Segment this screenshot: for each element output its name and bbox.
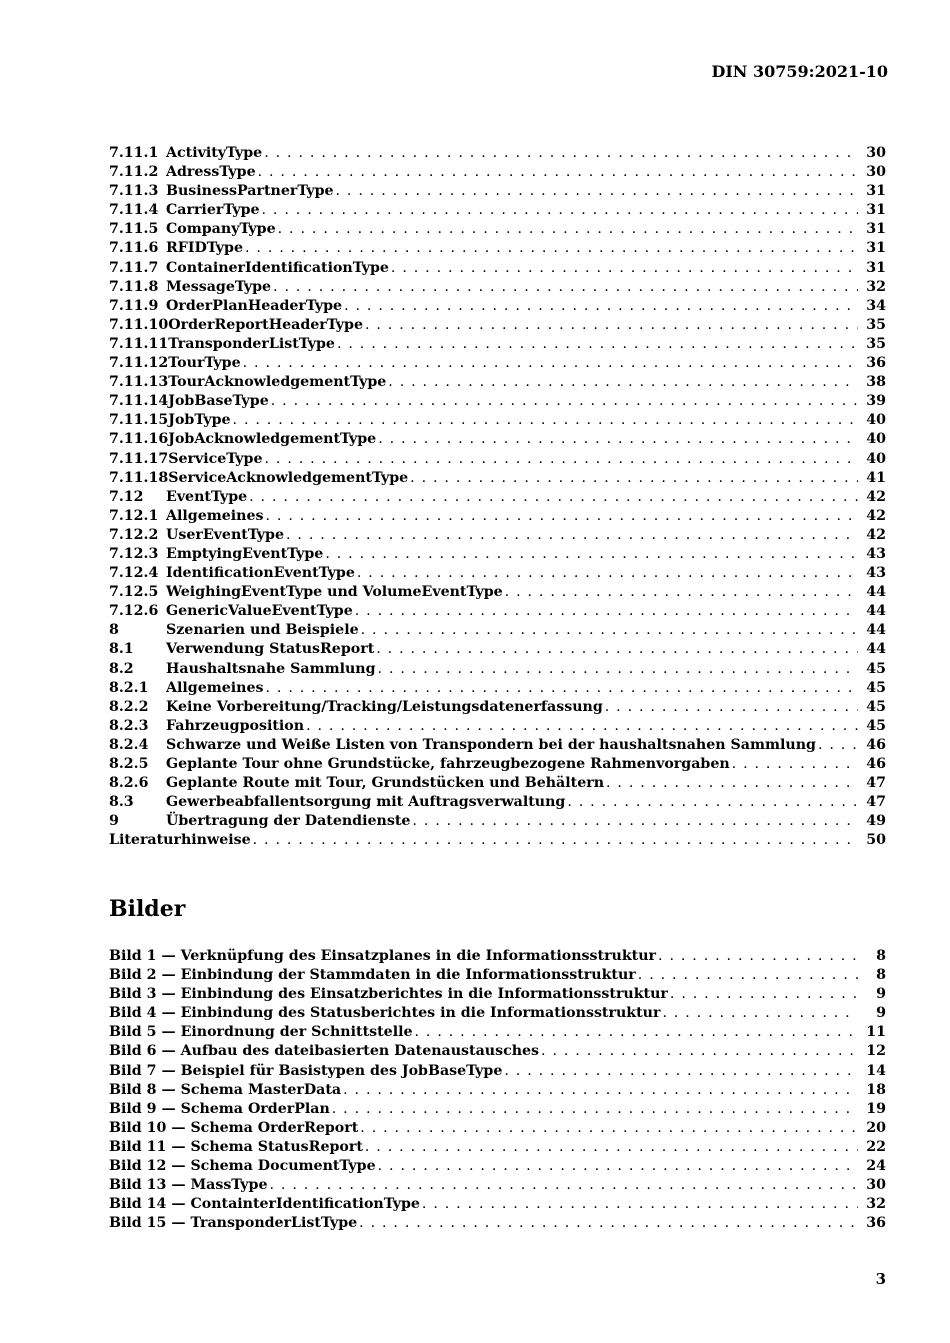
toc-entry-page: 35 [866,316,886,333]
toc-entry-title: Fahrzeugposition [166,717,305,734]
toc-entry-title: Bild 3 — Einbindung des Einsatzberichtes in die Informationsstruktur [109,986,668,1003]
leader-dots [360,1119,858,1138]
toc-entry-page: 19 [866,1100,886,1117]
toc-entry-title: Bild 15 — TransponderListType [109,1215,358,1232]
toc-entry-title: AdressType [166,164,256,181]
toc-entry-number: 8.2.3 [109,717,149,734]
toc-entry-title: IdentificationEventType [166,565,355,582]
toc-row[interactable] [109,564,886,583]
toc-entry-page: 47 [866,794,886,811]
toc-entry-number: 7.12.3 [109,545,159,562]
toc-entry-page: 31 [866,221,886,238]
toc-entry-title: Bild 7 — Beispiel für Basistypen des JobBaseType [109,1062,503,1079]
leader-dots [266,507,859,526]
toc-row[interactable] [109,144,886,163]
toc-entry-page: 22 [866,1138,886,1155]
toc-entry-title: Literaturhinweise [109,832,251,849]
toc-row[interactable] [109,717,886,736]
toc-row[interactable] [109,430,886,449]
toc-entry-page: 40 [866,412,886,429]
table-of-contents [109,144,886,850]
leader-dots [266,679,859,698]
toc-entry-number: 7.11.3 [109,183,159,200]
toc-entry-number: 7.11.1 [109,145,159,161]
toc-row[interactable] [109,640,886,659]
toc-entry-number: 7.12.5 [109,584,159,601]
toc-entry-page: 36 [866,355,886,372]
toc-entry-page: 49 [866,813,886,830]
toc-entry-title: Bild 14 — ContainterIdentificationType [109,1196,420,1213]
leader-dots [271,392,858,411]
toc-entry-title: CarrierType [166,202,260,219]
leader-dots [233,411,858,430]
toc-entry-title: JobBaseType [168,393,269,410]
toc-entry-title: TransponderListType [168,335,335,352]
toc-entry-title: Bild 2 — Einbindung der Stammdaten in die Informationsstruktur [109,967,636,984]
toc-entry-title: BusinessPartnerType [166,183,334,200]
toc-entry-title: OrderPlanHeaderType [166,297,343,314]
toc-row[interactable] [109,316,886,335]
toc-row[interactable] [109,793,886,812]
leader-dots [378,1157,858,1176]
toc-row[interactable] [109,259,886,278]
leader-dots [670,985,858,1004]
toc-row[interactable] [109,392,886,411]
toc-entry-title: Bild 11 — Schema StatusReport [109,1138,363,1155]
toc-row[interactable] [109,1157,886,1176]
toc-entry-page: 46 [866,756,886,772]
toc-entry-number: 7.12.4 [109,565,159,582]
toc-entry-number: 7.12.6 [109,603,159,620]
toc-entry-number: 8.3 [109,794,134,811]
toc-row[interactable] [109,1214,886,1233]
toc-row[interactable] [109,1042,886,1061]
toc-entry-page: 44 [866,622,886,639]
leader-dots [505,583,858,602]
toc-row[interactable] [109,335,886,354]
leader-dots [359,1214,858,1233]
toc-entry-title: Allgemeines [166,507,264,524]
toc-entry-title: Bild 13 — MassType [109,1177,268,1194]
toc-entry-number: 8.2.1 [109,679,149,696]
toc-row[interactable] [109,602,886,621]
toc-row[interactable] [109,1138,886,1157]
toc-row[interactable] [109,583,886,602]
leader-dots [253,831,858,850]
leader-dots [361,621,858,640]
toc-entry-number: 8.2.4 [109,736,149,753]
toc-row[interactable] [109,507,886,526]
toc-entry-number: 7.11.18 [109,469,169,486]
toc-row[interactable] [109,239,886,258]
toc-row[interactable] [109,450,886,469]
toc-entry-page: 32 [866,278,886,295]
toc-entry-page: 32 [866,1196,886,1213]
toc-entry-title: UserEventType [166,526,285,543]
toc-row[interactable] [109,1062,886,1081]
leader-dots [422,1195,858,1214]
toc-entry-title: TourType [168,355,241,372]
toc-entry-number: 7.11.7 [109,259,159,276]
toc-entry-page: 45 [866,717,886,734]
toc-entry-number: 7.11.6 [109,240,159,257]
toc-entry-page: 45 [866,679,886,696]
leader-dots [378,430,858,449]
leader-dots [605,698,858,717]
leader-dots [355,602,858,621]
toc-entry-number: 7.11.16 [109,431,169,448]
toc-entry-title: ServiceAcknowledgementType [168,469,409,486]
leader-dots [264,144,858,163]
toc-entry-page: 34 [866,297,886,314]
toc-row[interactable] [109,354,886,373]
toc-entry-title: Schwarze und Weiße Listen von Transpondern bei der haushaltsnahen Sammlung [166,736,816,753]
page-number: 3 [875,1270,886,1288]
toc-entry-number: 7.11.5 [109,221,159,238]
toc-entry-title: Bild 8 — Schema MasterData [109,1081,342,1098]
document-id-header: DIN 30759:2021-10 [711,62,888,81]
toc-row[interactable] [109,469,886,488]
toc-entry-number: 8.2 [109,660,134,677]
toc-entry-title: CompanyType [166,221,276,238]
toc-row[interactable] [109,182,886,201]
leader-dots [541,1042,858,1061]
toc-entry-page: 42 [866,526,886,543]
toc-entry-page: 18 [866,1081,886,1098]
leader-dots [818,736,858,755]
toc-entry-page: 31 [866,202,886,219]
toc-entry-page: 46 [866,736,886,753]
leader-dots [410,469,858,488]
toc-entry-page: 31 [866,240,886,257]
toc-entry-page: 31 [866,259,886,276]
toc-entry-title: OrderReportHeaderType [168,316,363,333]
toc-entry-title: Keine Vorbereitung/Tracking/Leistungsdatenerfassung [166,698,603,715]
toc-entry-title: EventType [166,488,248,505]
leader-dots [245,239,858,258]
toc-row[interactable] [109,1100,886,1119]
leader-dots [638,966,858,985]
toc-entry-number: 7.11.11 [109,335,169,352]
toc-entry-page: 43 [866,545,886,562]
toc-entry-number: 7.11.8 [109,278,159,295]
toc-entry-title: GenericValueEventType [166,603,353,620]
leader-dots [732,755,858,774]
leader-dots [357,564,858,583]
toc-entry-page: 45 [866,698,886,715]
leader-dots [332,1100,858,1119]
toc-entry-page: 41 [866,469,886,486]
leader-dots [258,163,858,182]
toc-entry-page: 38 [866,374,886,391]
toc-entry-title: Haushaltsnahe Sammlung [166,660,376,677]
leader-dots [278,220,858,239]
toc-entry-title: ContainerIdentificationType [166,259,389,276]
list-of-figures [109,947,886,1233]
toc-row[interactable] [109,201,886,220]
toc-entry-page: 44 [866,603,886,620]
toc-row[interactable] [109,966,886,985]
toc-entry-page: 30 [866,1177,886,1194]
toc-entry-title: Bild 4 — Einbindung des Statusberichtes in die Informationsstruktur [109,1005,661,1022]
toc-row[interactable] [109,947,886,966]
toc-row[interactable] [109,1081,886,1100]
leader-dots [365,316,858,335]
toc-entry-page: 9 [876,986,886,1003]
toc-entry-page: 11 [866,1024,886,1041]
leader-dots [504,1062,858,1081]
leader-dots [337,335,858,354]
toc-entry-number: 8 [109,622,119,639]
toc-entry-title: Verwendung StatusReport [166,641,375,658]
toc-row[interactable] [109,1119,886,1138]
toc-row[interactable] [109,736,886,755]
toc-entry-title: Bild 5 — Einordnung der Schnittstelle [109,1024,413,1041]
toc-row[interactable] [109,698,886,717]
leader-dots [567,793,858,812]
toc-row[interactable] [109,1023,886,1042]
toc-entry-number: 8.2.5 [109,756,149,772]
leader-dots [344,297,858,316]
leader-dots [325,545,858,564]
toc-entry-page: 42 [866,507,886,524]
toc-row[interactable] [109,297,886,316]
leader-dots [412,812,858,831]
toc-entry-number: 7.12.2 [109,526,159,543]
toc-entry-page: 8 [876,948,886,964]
toc-entry-number: 7.11.17 [109,450,169,467]
leader-dots [662,1004,858,1023]
toc-row[interactable] [109,755,886,774]
toc-entry-number: 7.11.4 [109,202,159,219]
toc-row[interactable] [109,373,886,392]
toc-entry-title: MessageType [166,278,272,295]
toc-row[interactable] [109,278,886,297]
toc-entry-page: 35 [866,335,886,352]
toc-entry-page: 12 [866,1043,886,1060]
toc-entry-title: JobType [168,412,231,429]
toc-entry-title: Gewerbeabfallentsorgung mit Auftragsverwaltung [166,794,566,811]
toc-entry-number: 7.11.14 [109,393,169,410]
toc-entry-number: 7.11.9 [109,297,159,314]
toc-row[interactable] [109,660,886,679]
toc-entry-number: 7.11.12 [109,355,169,372]
toc-row[interactable] [109,1176,886,1195]
toc-entry-page: 8 [876,967,886,984]
leader-dots [249,488,858,507]
leader-dots [286,526,858,545]
toc-entry-title: Bild 1 — Verknüpfung des Einsatzplanes in die Informationsstruktur [109,948,657,964]
toc-entry-title: EmptyingEventType [166,545,324,562]
toc-entry-page: 45 [866,660,886,677]
toc-entry-title: Geplante Route mit Tour, Grundstücken und Behältern [166,775,605,792]
toc-row[interactable] [109,679,886,698]
toc-entry-title: Bild 12 — Schema DocumentType [109,1158,376,1175]
toc-entry-number: 7.11.2 [109,164,159,181]
leader-dots [264,450,858,469]
toc-entry-title: Bild 9 — Schema OrderPlan [109,1100,330,1117]
toc-entry-page: 30 [866,145,886,161]
toc-row[interactable] [109,1195,886,1214]
toc-row[interactable] [109,1004,886,1023]
toc-entry-title: ActivityType [166,145,263,161]
toc-entry-page: 43 [866,565,886,582]
toc-entry-page: 24 [866,1158,886,1175]
toc-entry-title: Szenarien und Beispiele [166,622,359,639]
toc-entry-page: 9 [876,1005,886,1022]
toc-entry-page: 40 [866,431,886,448]
toc-entry-title: JobAcknowledgementType [168,431,377,448]
leader-dots [365,1138,858,1157]
toc-row[interactable] [109,812,886,831]
toc-row[interactable] [109,831,886,850]
figures-heading: Bilder [109,896,186,922]
leader-dots [270,1176,859,1195]
toc-entry-number: 7.11.15 [109,412,169,429]
toc-entry-page: 44 [866,641,886,658]
toc-entry-page: 31 [866,183,886,200]
leader-dots [306,717,858,736]
toc-entry-number: 8.1 [109,641,134,658]
leader-dots [343,1081,858,1100]
toc-row[interactable] [109,411,886,430]
toc-entry-title: Bild 6 — Aufbau des dateibasierten Datenaustausches [109,1043,540,1060]
toc-entry-number: 9 [109,813,119,830]
toc-entry-title: TourAcknowledgementType [168,374,387,391]
toc-row[interactable] [109,774,886,793]
toc-entry-page: 47 [866,775,886,792]
leader-dots [243,354,858,373]
toc-entry-page: 44 [866,584,886,601]
toc-entry-number: 7.12 [109,488,144,505]
toc-row[interactable] [109,545,886,564]
toc-entry-page: 14 [866,1062,886,1079]
toc-entry-page: 20 [866,1119,886,1136]
toc-entry-number: 8.2.2 [109,698,149,715]
toc-row[interactable] [109,220,886,239]
leader-dots [378,660,858,679]
toc-entry-number: 7.11.13 [109,374,169,391]
toc-entry-title: RFIDType [166,240,243,257]
leader-dots [376,640,858,659]
toc-entry-title: ServiceType [168,450,263,467]
toc-entry-title: WeighingEventType und VolumeEventType [166,584,503,601]
toc-entry-title: Übertragung der Datendienste [166,813,411,830]
toc-row[interactable] [109,526,886,545]
leader-dots [415,1023,859,1042]
toc-entry-number: 7.12.1 [109,507,159,524]
leader-dots [262,201,858,220]
toc-entry-page: 42 [866,488,886,505]
toc-row[interactable] [109,163,886,182]
toc-row[interactable] [109,488,886,507]
toc-entry-page: 30 [866,164,886,181]
leader-dots [606,774,858,793]
toc-entry-number: 7.11.10 [109,316,169,333]
toc-row[interactable] [109,621,886,640]
leader-dots [336,182,858,201]
toc-entry-number: 8.2.6 [109,775,149,792]
toc-entry-page: 50 [866,832,886,849]
leader-dots [658,947,858,966]
toc-entry-page: 40 [866,450,886,467]
toc-entry-title: Allgemeines [166,679,264,696]
toc-entry-page: 39 [866,393,886,410]
leader-dots [273,278,858,297]
toc-entry-title: Bild 10 — Schema OrderReport [109,1119,359,1136]
toc-row[interactable] [109,985,886,1004]
leader-dots [391,259,858,278]
leader-dots [388,373,858,392]
toc-entry-title: Geplante Tour ohne Grundstücke, fahrzeugbezogene Rahmenvorgaben [166,756,730,772]
toc-entry-page: 36 [866,1215,886,1232]
